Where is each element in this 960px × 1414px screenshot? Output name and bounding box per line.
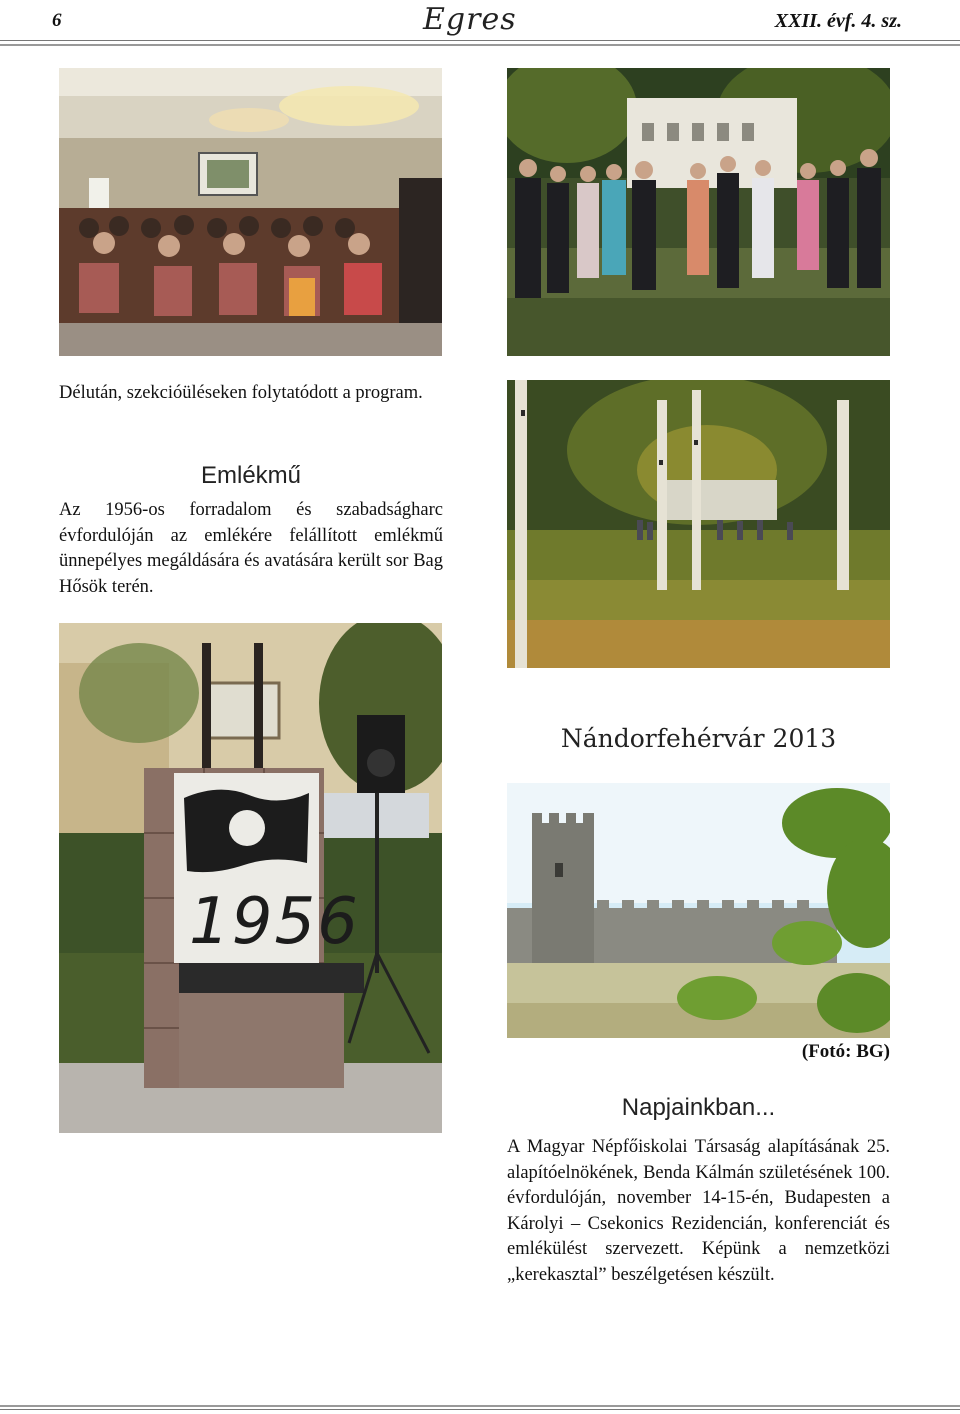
magazine-logo: Egres [423,2,517,37]
park-photo-image [507,380,890,668]
page-number: 6 [52,10,62,31]
photo-credit: (Fotó: BG) [801,1041,890,1062]
section-title-emlekmu: Emlékmű [200,462,302,489]
footer-rule-thin [0,1409,960,1410]
conference-photo [59,68,442,356]
monument-photo-image [59,623,442,1133]
napjainkban-paragraph: A Magyar Népfőiskolai Társaság alapításának 25. alapítóelnökének, Benda Kálmán születésének 100. évfordulóján, november 14-15-én, Budapesten a Károlyi – Csekonics Rezidencián, konferenciát és emlékülést szervezett. Képünk a nemzetközi „kerekasztal” beszélgetésen készült. [507,1137,890,1285]
emlekmu-paragraph: Az 1956-os forradalom és szabadságharc évfordulóján az emlékére felállított emlékmű ünnepélyes megáldására és avatására került sor Bag Hősök terén. [59,500,443,597]
header-rule-double [0,44,960,46]
header-rule [0,40,960,41]
section-title-napjainkban: Napjainkban... [621,1094,776,1121]
ceremony-photo [507,68,890,356]
monument-photo [59,623,442,1133]
ceremony-photo-image [507,68,890,356]
issue-label: XXII. évf. 4. sz. [774,10,902,32]
park-photo [507,380,890,668]
nandorfehervar-title: Nándorfehérvár 2013 [560,724,837,753]
intro-paragraph: Délután, szekcióüléseken folytatódott a program. [59,383,423,403]
footer-rule [0,1405,960,1407]
fortress-photo [507,783,890,1038]
fortress-photo-image [507,783,890,1038]
conference-photo-image [59,68,442,356]
monument-year: 1956 [189,885,360,959]
